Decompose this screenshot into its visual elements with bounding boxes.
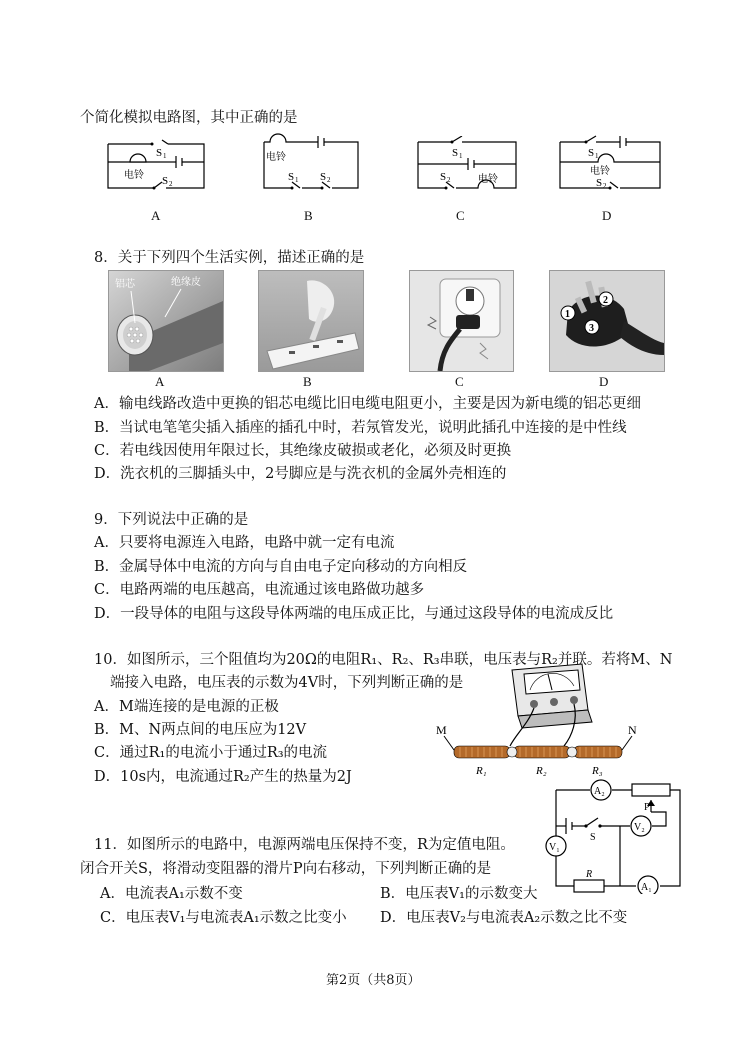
label-bell: 电铃: [124, 170, 144, 181]
voltmeter-icon: [512, 664, 592, 728]
q11-circuit: [540, 776, 688, 894]
q8-photo-test-pen: [258, 270, 364, 372]
q8-photo-socket: [409, 270, 514, 372]
q11-option-b: B．电压表V₁的示数变大: [380, 886, 538, 902]
label-v1: V₁: [549, 842, 560, 853]
q10-option-c: C．通过R₁的电流小于通过R₃的电流: [94, 745, 328, 761]
q7-circuit-a: [100, 136, 212, 198]
q7-circuit-b: [258, 130, 366, 198]
label-a1: A₁: [641, 882, 652, 893]
q11-stem-line1: 11．如图所示的电路中，电源两端电压保持不变，R为定值电阻。: [94, 837, 515, 853]
q10-stem-line1: 10．如图所示，三个阻值均为20Ω的电阻R₁、R₂、R₃串联，电压表与R₂并联。若将M、N: [94, 652, 673, 668]
q9-stem: 9．下列说法中正确的是: [94, 512, 249, 528]
q8-caption-a: A: [155, 374, 165, 389]
q8-option-b: B．当试电笔笔尖插入插座的插孔中时，若氖管发光，说明此插孔中连接的是中性线: [94, 420, 627, 436]
label-p: P: [644, 802, 650, 813]
q7-stem-tail: 个简化模拟电路图，其中正确的是: [80, 110, 298, 126]
q8-stem: 8．关于下列四个生活实例，描述正确的是: [94, 250, 365, 266]
label-insulation: 绝缘皮: [171, 277, 201, 288]
label-n: N: [628, 723, 637, 737]
label-pin-3: 3: [589, 323, 594, 334]
label-s1-sub: 1: [459, 152, 463, 160]
label-s1: S: [288, 171, 295, 183]
q7-circuit-d: [556, 130, 666, 198]
label-s2: S: [320, 171, 327, 183]
q10-option-a: A．M端连接的是电源的正极: [94, 699, 279, 715]
label-bell: 电铃: [478, 174, 498, 185]
q8-caption-c: C: [455, 374, 464, 389]
label-s2-sub: 2: [169, 180, 173, 188]
ammeter-a2-icon: [591, 780, 611, 800]
label-s2: S: [440, 171, 447, 183]
q7-option-a: A: [151, 208, 161, 223]
q8-caption-d: D: [599, 374, 609, 389]
q11-option-a: A．电流表A₁示数不变: [100, 886, 243, 902]
label-s1: S: [588, 147, 595, 159]
label-aluminum-core: 铝芯: [115, 279, 135, 290]
label-s1: S: [452, 147, 459, 159]
label-r1: R₁: [476, 765, 487, 777]
q10-option-b: B．M、N两点间的电压应为12V: [94, 722, 307, 738]
label-r: R: [586, 869, 593, 880]
q9-option-b: B．金属导体中电流的方向与自由电子定向移动的方向相反: [94, 559, 468, 575]
label-a2: A₂: [594, 786, 605, 797]
q7-option-b: B: [304, 208, 313, 223]
label-s2: S: [162, 175, 169, 187]
label-s2-sub: 2: [327, 176, 331, 184]
label-s1-sub: 1: [595, 152, 599, 160]
q8-photo-plug: [549, 270, 665, 372]
q9-option-d: D．一段导体的电阻与这段导体两端的电压成正比，与通过这段导体的电流成反比: [94, 606, 614, 622]
q10-stem-line2: 端接入电路，电压表的示数为4V时，下列判断正确的是: [110, 675, 464, 691]
label-s2-sub: 2: [603, 182, 607, 190]
voltmeter-v1-icon: [546, 836, 566, 856]
q11-option-d: D．电压表V₂与电流表A₂示数之比不变: [380, 910, 628, 926]
q8-option-a: A．输电线路改造中更换的铝芯电缆比旧电缆电阻更小，主要是因为新电缆的铝芯更细: [94, 396, 641, 412]
page-footer: 第2页（共8页）: [326, 973, 421, 988]
q8-caption-b: B: [303, 374, 312, 389]
q7-option-d: D: [602, 208, 612, 223]
label-bell: 电铃: [590, 166, 610, 177]
label-s2: S: [596, 177, 603, 189]
q10-option-d: D．10s内，电流通过R₂产生的热量为2J: [94, 769, 352, 785]
q9-option-c: C．电路两端的电压越高，电流通过该电路做功越多: [94, 582, 425, 598]
q8-photo-cable: [108, 270, 224, 372]
label-s1: S: [156, 147, 163, 159]
label-bell: 电铃: [266, 152, 286, 163]
label-s1-sub: 1: [295, 176, 299, 184]
q10-figure: [432, 660, 646, 778]
q8-option-d: D．洗衣机的三脚插头中，2号脚应是与洗衣机的金属外壳相连的: [94, 466, 507, 482]
label-r2: R₂: [536, 765, 547, 777]
label-s1-sub: 1: [163, 152, 167, 160]
q11-stem-line2: 闭合开关S，将滑动变阻器的滑片P向右移动，下列判断正确的是: [80, 861, 492, 877]
resistor-chain: [454, 746, 622, 758]
label-r3: R₃: [592, 765, 603, 777]
q8-option-c: C．若电线因使用年限过长，其绝缘皮破损或老化，必须及时更换: [94, 443, 512, 459]
label-s2-sub: 2: [447, 176, 451, 184]
label-s: S: [590, 832, 596, 843]
q7-circuit-c: [412, 136, 524, 198]
voltmeter-v2-icon: [631, 816, 651, 836]
label-pin-2: 2: [603, 295, 608, 306]
label-pin-1: 1: [565, 309, 570, 320]
label-v2: V₂: [634, 822, 645, 833]
q9-option-a: A．只要将电源连入电路，电路中就一定有电流: [94, 535, 395, 551]
label-m: M: [436, 723, 447, 737]
q7-option-c: C: [456, 208, 465, 223]
ammeter-a1-icon: [638, 876, 658, 894]
q11-option-c: C．电压表V₁与电流表A₁示数之比变小: [100, 910, 347, 926]
